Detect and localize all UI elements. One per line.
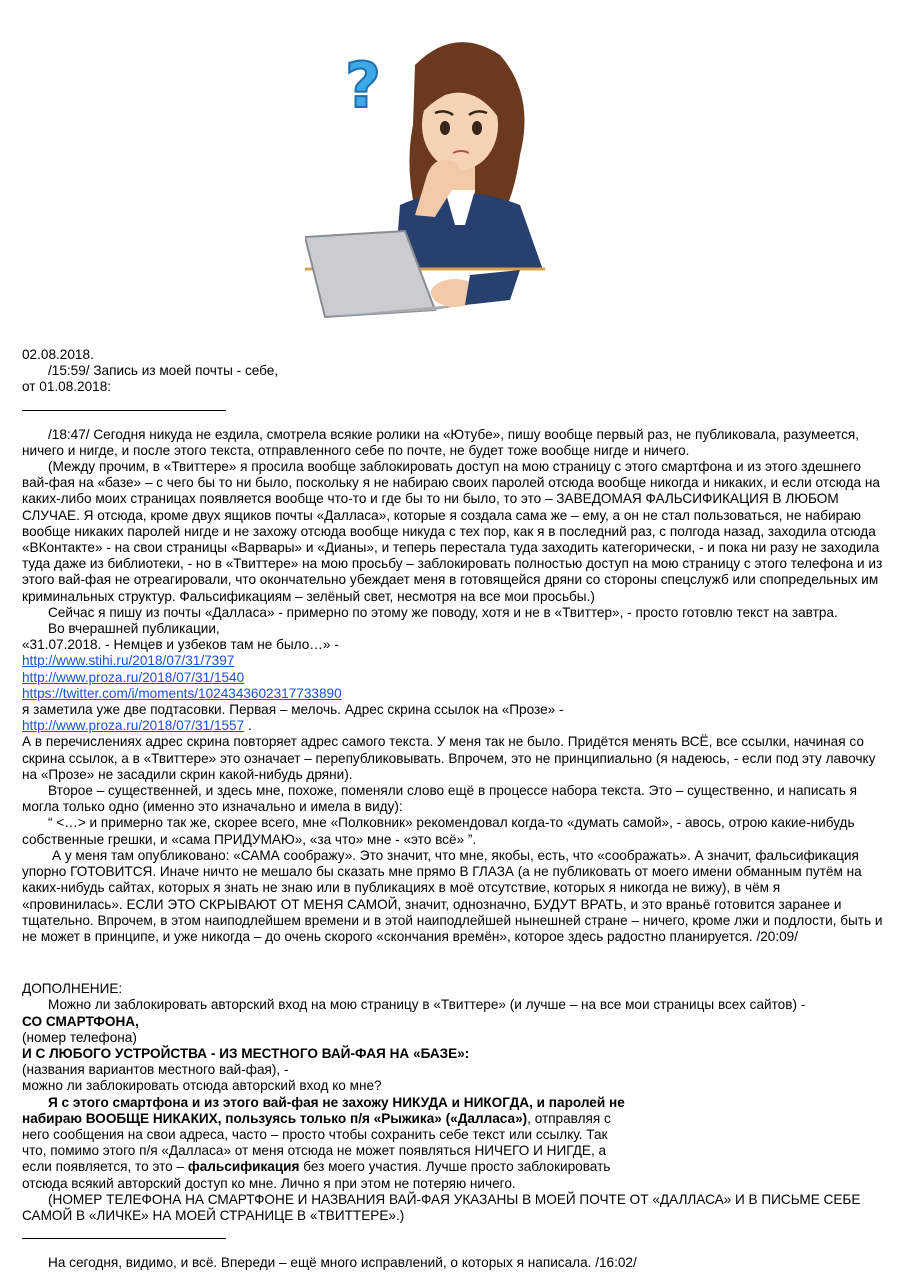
addendum-title: ДОПОЛНЕНИЕ: xyxy=(22,981,123,997)
entry-date: 02.08.2018. xyxy=(22,347,94,362)
confused-woman-laptop-icon xyxy=(305,25,550,325)
addendum-tail: без моего участия. Лучше просто заблокировать отсюда всякий авторский доступ ко мне. Лично я при этом не потеряю ничего. xyxy=(22,1159,611,1191)
link-proza-screen[interactable]: http://www.proza.ru/2018/07/31/1557 xyxy=(22,718,245,734)
quote: “ <…> и примерно так же, скорее всего, мне «Полковник» рекомендовал когда-то «думать самой», - авось, отрою какие-нибудь собственные грешки, и «сама ПРИДУМАЮ», «за что» мне - «это всё» ”. xyxy=(22,815,855,847)
divider xyxy=(22,410,226,411)
addendum-statement xyxy=(22,1095,626,1192)
paragraph: /18:47/ Сегодня никуда не ездила, смотрела всякие ролики на «Ютубе», пишу вообще первый раз, не публиковала, разумеется, ничего и нигде, и после этого текста, отправленного себе по почте, не будет тоже вообще нигде и ничего. xyxy=(22,426,860,458)
paragraph: Во вчерашней публикации, xyxy=(48,621,220,637)
paragraph: Второе – существенней, и здесь мне, похоже, поменяли слово ещё в процессе набора текста. Это – существенно, и написать я могла только одно (именно это изначально и имела в виду): xyxy=(22,783,857,815)
divider xyxy=(22,1238,226,1239)
addendum-wifi: И С ЛЮБОГО УСТРОЙСТВА - ИЗ МЕСТНОГО ВАЙ-ФАЯ НА «БАЗЕ»: xyxy=(22,1045,470,1061)
addendum-text: , отправляя с него сообщения на свои адреса, часто – просто чтобы сохранить себе текст или ссылку. Так что, помимо этого п/я «Далласа» от меня отсюда не может появляться НИЧЕГО И НИГДЕ, а если появляется, то это – xyxy=(22,1110,611,1175)
link-twitter[interactable]: https://twitter.com/i/moments/1024343602317733890 xyxy=(22,685,342,701)
link-tail: . xyxy=(244,718,252,734)
paragraph: Сейчас я пишу из почты «Далласа» - примерно по этому же поводу, хотя и не в «Твиттер», - просто готовлю текст на завтра. xyxy=(48,604,838,620)
addendum-question-2: можно ли заблокировать отсюда авторский вход ко мне? xyxy=(22,1078,382,1094)
addendum-falsification: фальсификация xyxy=(187,1159,300,1175)
addendum-bold: Я с этого смартфона и из этого вай-фая не захожу НИКУДА и НИКОГДА, и паролей не набираю ВООБЩЕ НИКАКИХ, пользуясь только п/я «Рыжика» («Далласа») xyxy=(22,1094,625,1126)
entry-time: /15:59/ Запись из моей почты - себе, xyxy=(48,363,279,379)
addendum-caps-note: (НОМЕР ТЕЛЕФОНА НА СМАРТФОНЕ И НАЗВАНИЯ ВАЙ-ФАЯ УКАЗАНЫ В МОЕЙ ПОЧТЕ ОТ «ДАЛЛАСА» И В ПИСЬМЕ СЕБЕ САМОЙ В «ЛИЧКЕ» НА МОЕЙ СТРАНИЦЕ В «ТВИТТЕРЕ».) xyxy=(22,1191,861,1223)
final-line: На сегодня, видимо, и всё. Впереди – ещё много исправлений, о которых я написала. /16:02/ xyxy=(48,1255,637,1271)
link-stihi[interactable]: http://www.stihi.ru/2018/07/31/7397 xyxy=(22,653,235,669)
addendum-wifi-note: (названия вариантов местного вай-фая), - xyxy=(22,1062,289,1078)
paragraph: (Между прочим, в «Твиттере» я просила вообще заблокировать доступ на мою страницу с этого смартфона и из этого здешнего вай-фая на «базе» – с чего бы то ни было, поскольку я не набираю своих паролей отсюда вообще никогда и никаких, и если отсюда на каких-либо моих страницах появляется вообще что-то и где бы то ни было, то это – ЗАВЕДОМАЯ ФАЛЬСИФИКАЦИЯ В ЛЮБОМ СЛУЧАЕ. Я отсюда, кроме двух ящиков почты «Далласа», которые я создала сама же – ему, а он не стал пользоваться, не набираю вообще никаких паролей нигде и не захожу отсюда вообще никуда с тех пор, как я в последний раз, с полгода назад, заходила отсюда «ВКонтакте» - на свои страницы «Варвары» и «Дианы», и теперь перестала туда заходить категорически, - и пока ни разу не заходила туда даже из библиотеки, - но в «Твиттере» на мою просьбу – заблокировать полностью доступ на мою страницу с этого телефона и из этого вай-фая не отреагировали, что окончательно убеждает меня в готовящейся дряни со стороны спецслужб или спопредельных им криминальных структур. Фальсификациям – зелёный свет, несмотря на все мои просьбы.) xyxy=(22,459,883,604)
entry-from: от 01.08.2018: xyxy=(22,379,112,395)
document-body xyxy=(22,347,884,1271)
paragraph: я заметила уже две подтасовки. Первая – мелочь. Адрес скрина ссылок на «Прозе» - xyxy=(22,702,564,718)
addendum-phone-note: (номер телефона) xyxy=(22,1029,137,1045)
paragraph: «31.07.2018. - Немцев и узбеков там не было…» - xyxy=(22,637,339,653)
question-mark-icon: ? xyxy=(345,49,381,122)
paragraph: А в перечислениях адрес скрина повторяет адрес самого текста. У меня так не было. Придётся менять ВСЁ, все ссылки, начиная со скрина ссылок, а в «Твиттере» это означает – перепубликовывать. Впрочем, это не принципиально (я надеюсь, - если под эту лавочку на «Прозе» не засадили скрин какой-нибудь дряни). xyxy=(22,734,876,782)
addendum-question: Можно ли заблокировать авторский вход на мою страницу в «Твиттере» (и лучше – на все мои страницы всех сайтов) - xyxy=(48,997,806,1013)
addendum-phone: СО СМАРТФОНА, xyxy=(22,1013,139,1029)
paragraph: А у меня там опубликовано: «САМА соображу». Это значит, что мне, якобы, есть, что «соображать». А значит, фальсификация упорно ГОТОВИТСЯ. Иначе ничто не мешало бы сказать мне прямо В ГЛАЗА (а не публиковать от моего имени обманным путём на каких-нибудь сайтах, которых я знать не знаю или в публикациях в моё отсутствие, которых я никогда не вижу), в чём я «провинилась». ЕСЛИ ЭТО СКРЫВАЮТ ОТ МЕНЯ САМОЙ, значит, однозначно, БУДУТ ВРАТЬ, и это враньё готовится заранее и тщательно. Впрочем, в этом наиподлейшем времени и в этой наиподлейшей нынешней стране – ничего, кроме лжи и подлости, быть и не может в принципе, и уже никогда – до очень скорого «скончания времён», которое здесь радостно планируется. /20:09/ xyxy=(22,847,883,944)
link-proza[interactable]: http://www.proza.ru/2018/07/31/1540 xyxy=(22,669,245,685)
